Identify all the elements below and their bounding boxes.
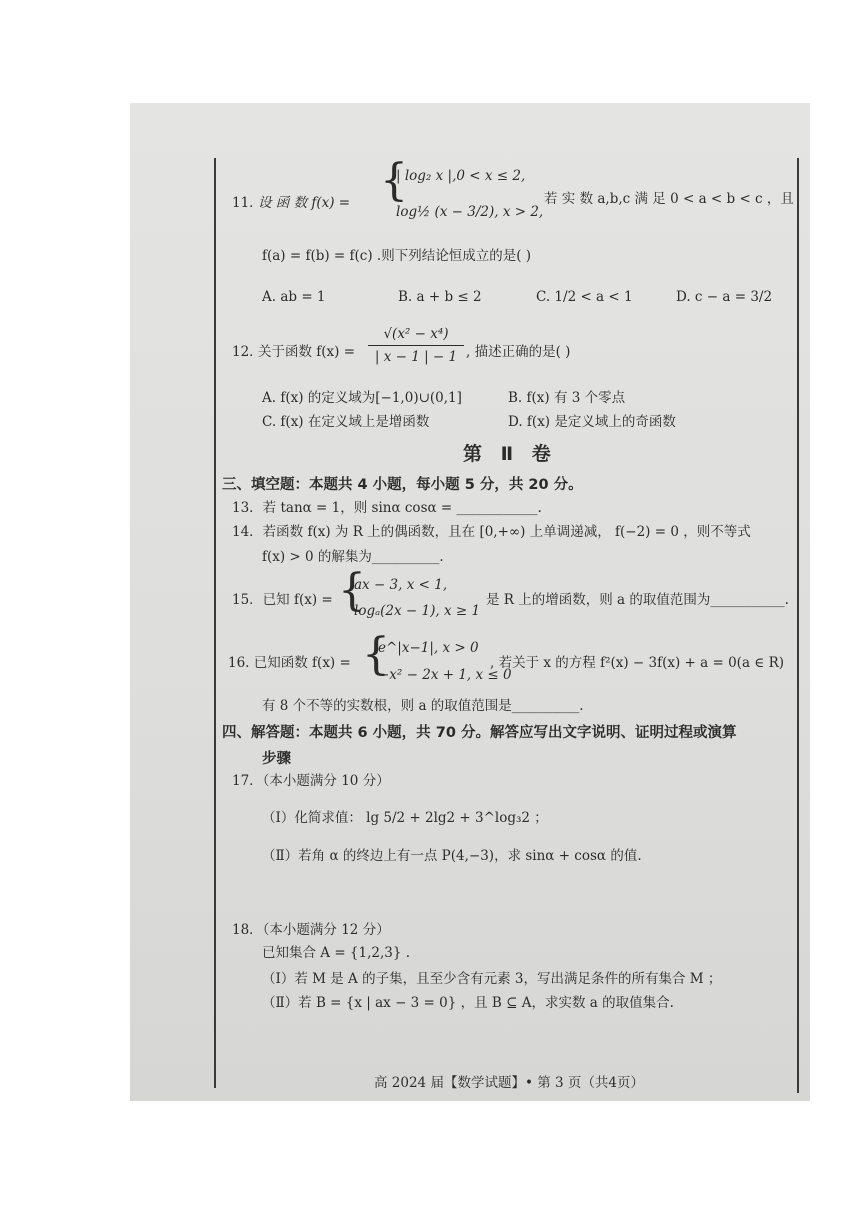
part2-title: 第 Ⅱ 卷	[463, 443, 557, 465]
q12-lead: 关于函数 f(x) =	[258, 344, 356, 360]
q15-piece2: logₐ(2x − 1), x ≥ 1	[354, 603, 481, 619]
q12-denominator: | x − 1 | − 1	[374, 349, 458, 365]
bleed-through	[766, 203, 806, 1101]
q12-option-a: A. f(x) 的定义域为[−1,0)∪(0,1]	[262, 390, 462, 406]
q15-lead: 15．已知 f(x) =	[232, 592, 333, 608]
exam-sheet-photo	[130, 103, 810, 1101]
q14-line1: 14．若函数 f(x) 为 R 上的偶函数，且在 [0,+∞) 上单调递减， f(−2) = 0 ，则不等式	[232, 524, 751, 540]
q12-option-c: C. f(x) 在定义域上是增函数	[262, 414, 430, 430]
left-margin-line	[214, 158, 216, 1088]
q16-lead: 16. 已知函数 f(x) =	[228, 655, 351, 671]
q15-brace: {	[338, 565, 366, 616]
q12-tail: , 描述正确的是( )	[466, 344, 571, 360]
q11-option-c: C. 1/2 < a < 1	[536, 289, 633, 305]
q11-number: 11．	[232, 195, 263, 211]
section4-title-line2: 步骤	[262, 751, 291, 767]
q11-piece2: log½ (x − 3/2), x > 2,	[396, 204, 544, 220]
q13: 13．若 tanα = 1，则 sinα cosα = ____________.	[232, 500, 542, 516]
q17-part2: （Ⅱ）若角 α 的终边上有一点 P(4,−3)，求 sinα + cosα 的值.	[262, 848, 642, 864]
q15-piece1: ax − 3, x < 1,	[354, 577, 448, 593]
q11-line2: f(a) = f(b) = f(c) .则下列结论恒成立的是( )	[262, 248, 532, 264]
q16-piece1: e^|x−1|, x > 0	[378, 640, 479, 656]
q14-line2: f(x) > 0 的解集为__________.	[262, 549, 444, 565]
right-margin-line	[797, 158, 799, 1093]
q18-given: 已知集合 A = {1,2,3} .	[262, 945, 411, 961]
q16-tail: , 若关于 x 的方程 f²(x) − 3f(x) + a = 0(a ∈ R)	[490, 655, 785, 671]
q16-line2: 有 8 个不等的实数根，则 a 的取值范围是__________.	[262, 698, 584, 714]
q18-part2: （Ⅱ）若 B = {x | ax − 3 = 0} ，且 B ⊆ A，求实数 a 的取值集合.	[262, 995, 674, 1011]
q16-piece2: −x² − 2x + 1, x ≤ 0	[378, 667, 512, 683]
q18-part1: （Ⅰ）若 M 是 A 的子集，且至少含有元素 3，写出满足条件的所有集合 M ；	[262, 971, 722, 987]
q11-option-b: B. a + b ≤ 2	[398, 289, 482, 305]
q12-numerator: √(x² − x⁴)	[368, 325, 464, 346]
section4-title-line1: 四、解答题：本题共 6 小题，共 70 分。解答应写出文字说明、证明过程或演算	[222, 725, 737, 741]
q11-piece1: | log₂ x |,0 < x ≤ 2,	[396, 168, 526, 184]
q12-option-b: B. f(x) 有 3 个零点	[508, 390, 626, 406]
q11-tail: 若 实 数 a,b,c 满 足 0 < a < b < c ，且	[544, 191, 794, 207]
q16-brace: {	[362, 629, 390, 680]
q11-lead: 设 函 数 f(x) =	[258, 195, 351, 211]
page-footer: 高 2024 届【数学试题】• 第 3 页（共4页）	[374, 1075, 644, 1091]
q15-tail: 是 R 上的增函数，则 a 的取值范围为___________.	[486, 592, 789, 608]
q18-head: 18．（本小题满分 12 分）	[232, 922, 390, 938]
q17-part1: （Ⅰ）化简求值： lg 5/2 + 2lg2 + 3^log₃2 ；	[262, 810, 548, 826]
q12-option-d: D. f(x) 是定义域上的奇函数	[508, 414, 676, 430]
q17-head: 17．（本小题满分 10 分）	[232, 773, 390, 789]
section3-title: 三、填空题：本题共 4 小题，每小题 5 分，共 20 分。	[222, 477, 583, 493]
q11-option-a: A. ab = 1	[262, 289, 326, 305]
q12-number: 12．	[232, 344, 263, 360]
q11-option-d: D. c − a = 3/2	[676, 289, 773, 305]
q11-brace: {	[380, 155, 408, 206]
q12-fraction	[368, 325, 464, 366]
